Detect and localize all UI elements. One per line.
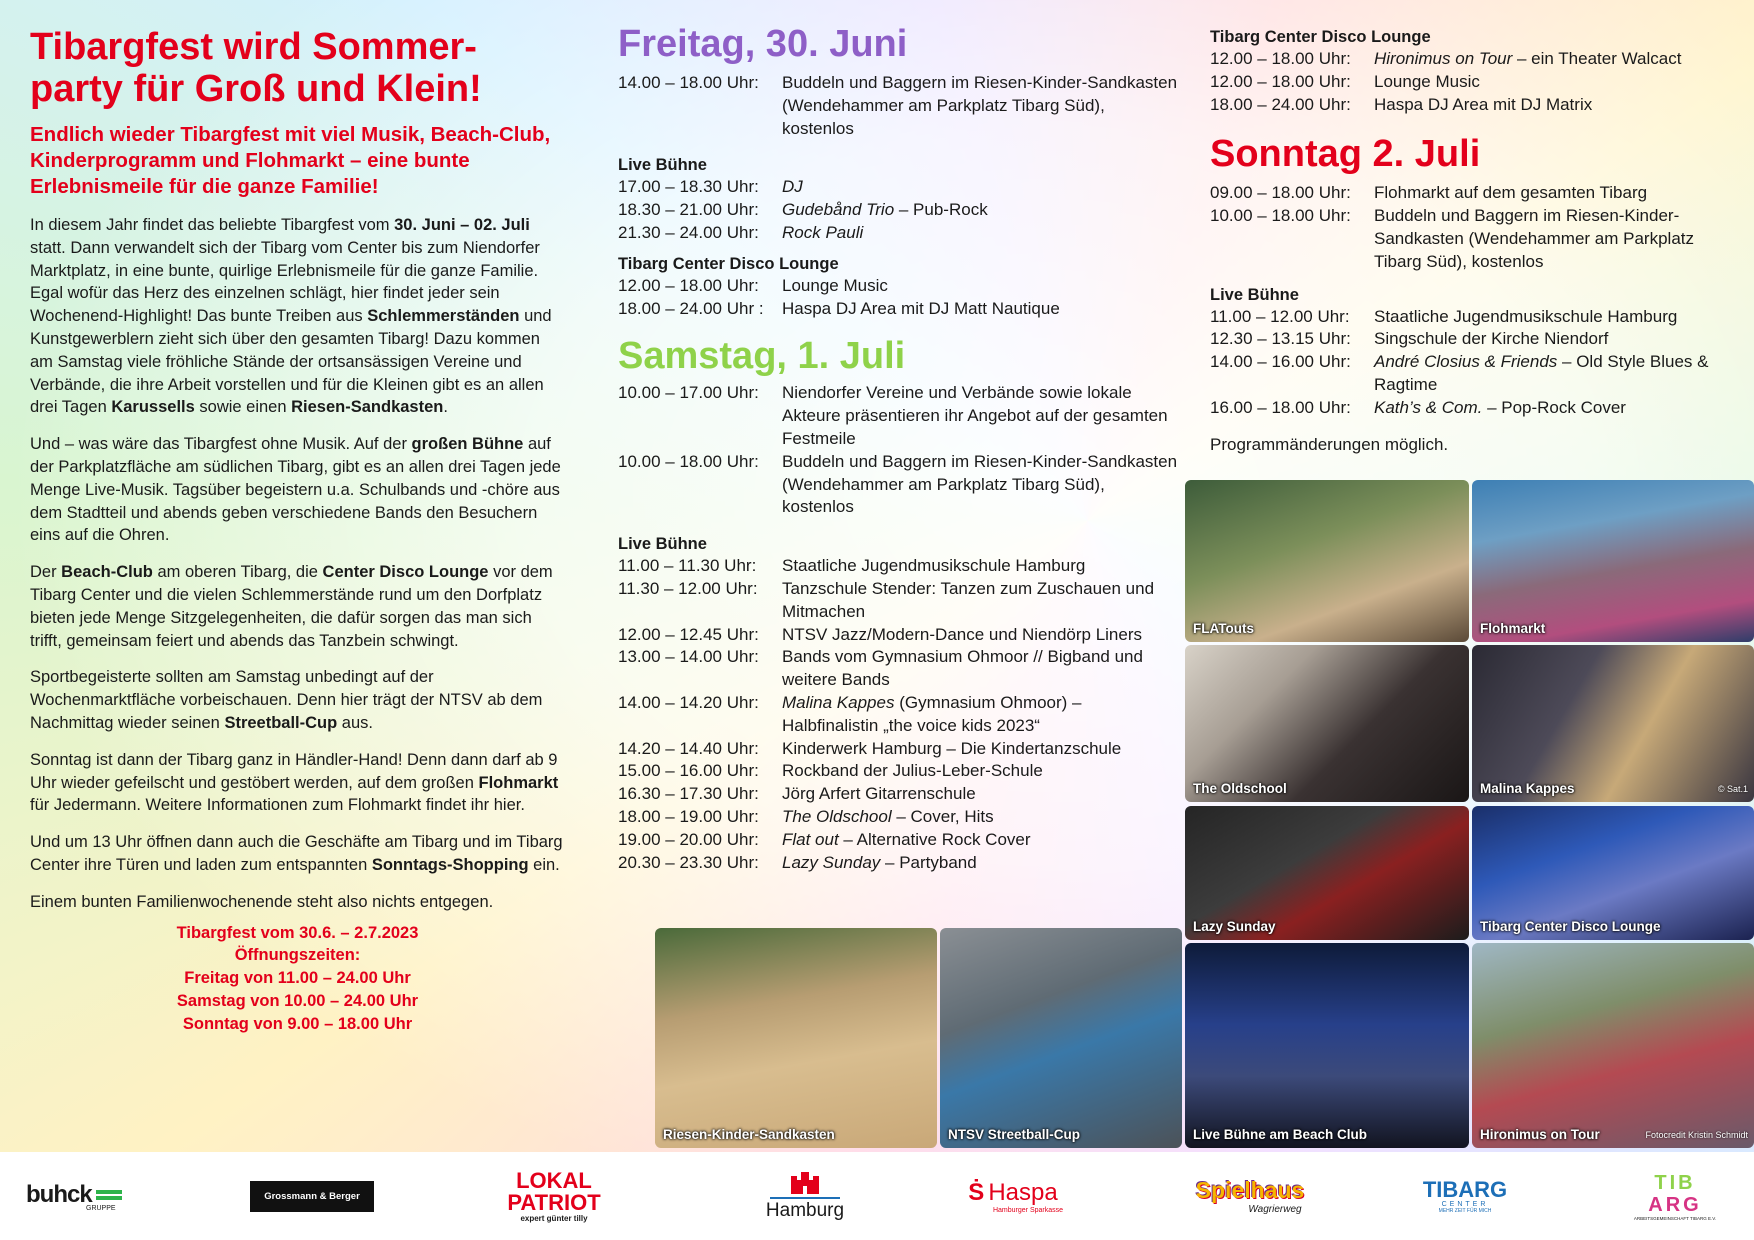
paragraph-text: Sportbegeisterte sollten am Samstag unbedingt auf der Wochenmarktfläche vorbeischauen. Denn hier trägt der NTSV ab dem Nachmittag wieder seinen xyxy=(30,668,543,732)
photo-flohmarkt xyxy=(1472,480,1754,642)
event-text: Lounge Music xyxy=(1374,71,1480,91)
friday-lounge-title: Tibarg Center Disco Lounge xyxy=(618,254,839,273)
friday-section xyxy=(618,22,1178,320)
photo-malina-kappes xyxy=(1472,645,1754,802)
logo-tibarg-sub1: CENTER xyxy=(1441,1200,1489,1208)
schedule-event xyxy=(782,829,1178,852)
schedule-row xyxy=(618,298,1178,321)
opening-hours-saturday: Samstag von 10.00 – 24.00 Uhr xyxy=(176,991,419,1010)
schedule-row xyxy=(618,624,1178,647)
schedule-row xyxy=(1210,94,1740,117)
schedule-time: 10.00 – 17.00 Uhr: xyxy=(618,383,759,403)
page-headline xyxy=(30,26,565,110)
schedule-row xyxy=(1210,48,1740,71)
event-text: Jörg Arfert Gitarrenschule xyxy=(782,784,976,804)
shopping-paragraph xyxy=(30,831,565,877)
schedule-row xyxy=(618,199,1178,222)
highlight-text: großen Bühne xyxy=(411,435,524,454)
event-text: Rockband der Julius-Leber-Schule xyxy=(782,761,1043,781)
schedule-row xyxy=(1210,328,1740,351)
paragraph-text: ein. xyxy=(528,855,560,874)
highlight-text: Beach-Club xyxy=(61,563,153,582)
caption-flohmarkt: Flohmarkt xyxy=(1480,621,1546,636)
saturday-title: Samstag, 1. Juli xyxy=(618,335,906,378)
event-text: Bands vom Gymnasium Ohmoor // Bigband und weitere Bands xyxy=(782,647,1143,690)
event-text: Buddeln und Baggern im Riesen-Kinder-Sandkasten (Wendehammer am Parkplatz Tibarg Süd), kostenlos xyxy=(1374,206,1695,271)
schedule-row xyxy=(618,692,1178,738)
performer-name: Kath’s & Com. xyxy=(1374,397,1483,417)
credit-hironimus: Fotocredit Kristin Schmidt xyxy=(1645,1130,1748,1140)
schedule-event xyxy=(782,692,1178,738)
photo-disco-lounge xyxy=(1472,806,1754,940)
schedule-row xyxy=(618,738,1178,761)
saturday-stage-schedule xyxy=(618,555,1178,874)
schedule-event xyxy=(782,451,1178,519)
highlight-text: Streetball-Cup xyxy=(224,713,338,732)
schedule-event xyxy=(782,382,1178,450)
sponsor-bar xyxy=(0,1152,1754,1240)
photo-lazy-sunday xyxy=(1185,806,1469,940)
highlight-text: 30. Juni – 02. Juli xyxy=(394,216,530,234)
caption-malina-kappes: Malina Kappes xyxy=(1480,781,1575,796)
opening-hours-box xyxy=(30,922,565,1036)
caption-hironimus: Hironimus on Tour xyxy=(1480,1127,1600,1142)
saturday-stage-title: Live Bühne xyxy=(618,535,707,554)
highlight-text: Center Disco Lounge xyxy=(322,563,489,582)
performer-name: Rock Pauli xyxy=(782,222,864,242)
schedule-time: 11.30 – 12.00 Uhr: xyxy=(618,578,758,598)
schedule-event xyxy=(782,555,1178,578)
friday-stage-schedule xyxy=(618,176,1178,244)
schedule-event xyxy=(1374,306,1740,329)
logo-tibag-sub: ARBEITSGEMEINSCHAFT TIBARG E.V. xyxy=(1633,1215,1717,1221)
schedule-row xyxy=(618,852,1178,875)
paragraph-text: am oberen Tibarg, die xyxy=(152,563,323,582)
performer-name: Malina Kappes xyxy=(782,692,895,712)
schedule-event xyxy=(1374,205,1740,273)
paragraph-text: Der xyxy=(30,563,62,582)
schedule-row xyxy=(618,555,1178,578)
schedule-time: 14.20 – 14.40 Uhr: xyxy=(618,738,759,758)
performer-name: The Oldschool xyxy=(782,806,892,826)
intro-column xyxy=(30,0,565,1036)
caption-sandkasten: Riesen-Kinder-Sandkasten xyxy=(663,1127,835,1142)
schedule-event xyxy=(1374,351,1740,397)
schedule-event xyxy=(782,176,1178,199)
photo-flatouts xyxy=(1185,480,1469,642)
schedule-event xyxy=(1374,182,1740,205)
friday-stage-title: Live Bühne xyxy=(618,156,707,175)
schedule-time: 11.00 – 11.30 Uhr: xyxy=(618,556,757,576)
beach-club-paragraph xyxy=(30,561,565,652)
highlight-text: Karussells xyxy=(111,398,195,417)
schedule-row xyxy=(618,451,1178,519)
event-text: Niendorfer Vereine und Verbände sowie lokale Akteure präsentieren ihr Angebot auf der gesamten Festmeile xyxy=(782,383,1168,448)
logo-spielhaus-text: Spielhaus xyxy=(1195,1177,1305,1203)
closing-paragraph xyxy=(30,891,565,914)
friday-title: Freitag, 30. Juni xyxy=(618,23,908,65)
logo-lokal-patriot xyxy=(486,1166,622,1226)
logo-tibarg-text: TIBARG xyxy=(1422,1176,1508,1202)
opening-hours-sunday: Sonntag von 9.00 – 18.00 Uhr xyxy=(182,1014,413,1033)
opening-hours-friday: Freitag von 11.00 – 24.00 Uhr xyxy=(184,969,411,988)
schedule-event xyxy=(782,646,1178,692)
saturday-lounge-title: Tibarg Center Disco Lounge xyxy=(1210,28,1431,46)
schedule-row xyxy=(1210,71,1740,94)
schedule-event xyxy=(782,783,1178,806)
hamburg-castle-icon xyxy=(785,1170,825,1196)
flohmarkt-paragraph xyxy=(30,749,565,817)
schedule-event xyxy=(782,222,1178,245)
caption-beach-club: Live Bühne am Beach Club xyxy=(1193,1127,1368,1142)
highlight-text: Flohmarkt xyxy=(478,773,559,792)
schedule-time: 17.00 – 18.30 Uhr: xyxy=(618,177,759,197)
event-text: (Gymnasium Ohmoor) – Halbfinalistin „the voice kids 2023“ xyxy=(782,692,1082,735)
opening-hours-label: Öffnungszeiten: xyxy=(234,946,361,965)
intro-paragraph xyxy=(30,214,565,419)
schedule-column-middle xyxy=(618,0,1178,874)
schedule-time: 12.00 – 12.45 Uhr: xyxy=(618,624,759,644)
logo-tibarg-ag xyxy=(1630,1166,1720,1226)
schedule-time: 09.00 – 18.00 Uhr: xyxy=(1210,183,1351,203)
schedule-time: 13.00 – 14.00 Uhr: xyxy=(618,647,759,667)
schedule-row xyxy=(618,646,1178,692)
event-text: Flohmarkt auf dem gesamten Tibarg xyxy=(1374,183,1648,203)
logo-haspa-text: Haspa xyxy=(988,1178,1058,1206)
logo-hamburg xyxy=(750,1166,860,1226)
schedule-event xyxy=(1374,94,1740,117)
schedule-event xyxy=(782,738,1178,761)
paragraph-text: aus. xyxy=(337,713,373,732)
schedule-row xyxy=(1210,182,1740,205)
schedule-event xyxy=(782,624,1178,647)
logo-buhck-sub: GRUPPE xyxy=(86,1204,116,1212)
logo-grossmann-text: Grossmann & Berger xyxy=(250,1181,374,1212)
schedule-column-right xyxy=(1210,0,1740,456)
photo-sandkasten xyxy=(655,928,937,1148)
friday-main-schedule xyxy=(618,72,1178,140)
performer-name: DJ xyxy=(782,177,803,197)
sunday-main-schedule xyxy=(1210,182,1740,273)
logo-patriot-text: PATRIOT xyxy=(507,1189,601,1215)
logo-buhck-text: buhck xyxy=(26,1180,92,1208)
photo-hironimus xyxy=(1472,943,1754,1148)
saturday-main-schedule xyxy=(618,382,1178,519)
event-text: Haspa DJ Area mit DJ Matrix xyxy=(1374,94,1593,114)
event-text: – Alternative Rock Cover xyxy=(838,829,1031,849)
caption-flatouts: FLATouts xyxy=(1193,621,1254,636)
sunday-stage-schedule xyxy=(1210,306,1740,420)
sunday-title: Sonntag 2. Juli xyxy=(1210,133,1481,176)
schedule-row xyxy=(618,222,1178,245)
logo-tibag-line2: ARG xyxy=(1648,1193,1702,1216)
logo-lokal-sub: expert günter tilly xyxy=(520,1213,588,1223)
paragraph-text: . xyxy=(443,398,448,417)
schedule-event xyxy=(782,199,1178,222)
music-paragraph xyxy=(30,433,565,547)
sunday-stage-title: Live Bühne xyxy=(1210,285,1299,304)
caption-lazy-sunday: Lazy Sunday xyxy=(1193,919,1276,934)
schedule-time: 19.00 – 20.00 Uhr: xyxy=(618,829,759,849)
caption-disco-lounge: Tibarg Center Disco Lounge xyxy=(1480,919,1661,934)
paragraph-text: sowie einen xyxy=(194,398,292,417)
schedule-event xyxy=(782,275,1178,298)
event-text: Singschule der Kirche Niendorf xyxy=(1374,329,1609,349)
photo-beach-club xyxy=(1185,943,1469,1148)
event-text: Buddeln und Baggern im Riesen-Kinder-Sandkasten (Wendehammer am Parkplatz Tibarg Süd), kostenlos xyxy=(782,451,1178,517)
logo-buhck xyxy=(26,1166,146,1226)
saturday-lounge-schedule xyxy=(1210,48,1740,116)
saturday-section xyxy=(618,334,1178,874)
logo-tibag-line1: TIB xyxy=(1654,1171,1696,1194)
event-text: Lounge Music xyxy=(782,275,888,295)
performer-name: Lazy Sunday xyxy=(782,852,881,872)
schedule-time: 14.00 – 18.00 Uhr: xyxy=(618,73,759,92)
paragraph-text: und Kunstgewerblern zieht sich über den gesamten Tibarg! Dazu kommen am Samstag viele fröhliche Stände der ortsansässigen Vereine und Verbände, die ihre Arbeit vorstellen und für die Kleinen gibt es an allen drei Tagen xyxy=(30,307,552,417)
event-text: Staatliche Jugendmusikschule Hamburg xyxy=(1374,306,1678,326)
schedule-time: 12.00 – 18.00 Uhr: xyxy=(1210,49,1351,68)
credit-malina-kappes: © Sat.1 xyxy=(1717,784,1748,794)
schedule-row xyxy=(618,72,1178,140)
schedule-row xyxy=(618,275,1178,298)
logo-spielhaus-sub: Wagrierweg xyxy=(1248,1204,1302,1215)
performer-name: Hironimus on Tour xyxy=(1374,49,1513,68)
logo-tibarg-center xyxy=(1420,1166,1510,1226)
headline-line-1: Tibargfest wird Sommer- xyxy=(30,26,477,68)
paragraph-text: Und – was wäre das Tibargfest ohne Musik. Auf der xyxy=(30,435,412,454)
logo-lokal-text: LOKAL xyxy=(516,1167,592,1193)
schedule-event xyxy=(782,298,1178,321)
schedule-time: 18.00 – 19.00 Uhr: xyxy=(618,806,759,826)
event-text: – Pub-Rock xyxy=(894,200,988,220)
schedule-row xyxy=(1210,351,1740,397)
paragraph-text: In diesem Jahr findet das beliebte Tibargfest vom xyxy=(30,216,395,234)
paragraph-text: Und um 13 Uhr öffnen dann auch die Geschäfte am Tibarg und im Tibarg Center ihre Türen und laden zum entspannten xyxy=(30,833,563,874)
event-text: Haspa DJ Area mit DJ Matt Nautique xyxy=(782,298,1060,318)
paragraph-text: statt. Dann verwandelt sich der Tibarg vom Center bis zum Niendorfer Marktplatz, in eine bunte, quirlige Erlebnismeile für die ganze Familie. Egal wofür das Herz des einzelnen schlägt, hier findet jeder sein Wochenend-Highlight! Das bunte Treiben aus xyxy=(30,238,540,326)
schedule-time: 12.00 – 18.00 Uhr: xyxy=(1210,71,1351,91)
schedule-row xyxy=(618,578,1178,624)
schedule-event xyxy=(1374,48,1740,71)
event-text: Kinderwerk Hamburg – Die Kindertanzschule xyxy=(782,738,1122,758)
schedule-row xyxy=(1210,306,1740,329)
logo-grossmann-berger xyxy=(250,1166,374,1226)
schedule-event xyxy=(782,760,1178,783)
schedule-row xyxy=(618,176,1178,199)
logo-spielhaus xyxy=(1180,1166,1320,1226)
schedule-row xyxy=(618,760,1178,783)
event-text: Tanzschule Stender: Tanzen zum Zuschauen und Mitmachen xyxy=(782,578,1155,621)
schedule-time: 10.00 – 18.00 Uhr: xyxy=(618,451,759,471)
intro-subheadline: Endlich wieder Tibargfest mit viel Musik, Beach-Club, Kinderprogramm und Flohmarkt – eine bunte Erlebnismeile für die ganze Familie! xyxy=(30,123,551,198)
schedule-time: 20.30 – 23.30 Uhr: xyxy=(618,852,759,872)
schedule-time: 16.00 – 18.00 Uhr: xyxy=(1210,397,1351,417)
highlight-text: Sonntags-Shopping xyxy=(371,855,529,874)
event-text: – Pop-Rock Cover xyxy=(1482,397,1626,417)
logo-tibarg-sub2: MEHR ZEIT FÜR MICH xyxy=(1438,1207,1492,1214)
event-text: – Partyband xyxy=(880,852,977,872)
schedule-event xyxy=(782,578,1178,624)
festival-dates: Tibargfest vom 30.6. – 2.7.2023 xyxy=(176,923,419,942)
schedule-time: 21.30 – 24.00 Uhr: xyxy=(618,222,759,242)
schedule-event xyxy=(1374,397,1740,420)
schedule-row xyxy=(1210,205,1740,273)
logo-buhck-stripes xyxy=(96,1188,122,1202)
schedule-time: 16.30 – 17.30 Uhr: xyxy=(618,784,759,804)
logo-hamburg-text: Hamburg xyxy=(765,1200,845,1221)
logo-haspa-sub: Hamburger Sparkasse xyxy=(992,1206,1064,1214)
event-text: – Old Style Blues & Ragtime xyxy=(1374,352,1709,394)
paragraph-text: für Jedermann. Weitere Informationen zum Flohmarkt findet ihr hier. xyxy=(30,796,525,815)
schedule-event xyxy=(782,852,1178,875)
logo-haspa xyxy=(958,1166,1068,1226)
performer-name: Flat out xyxy=(782,829,839,849)
caption-streetball: NTSV Streetball-Cup xyxy=(948,1127,1081,1142)
schedule-time: 10.00 – 18.00 Uhr: xyxy=(1210,206,1351,226)
schedule-event xyxy=(1374,328,1740,351)
caption-the-oldschool: The Oldschool xyxy=(1193,781,1287,796)
highlight-text: Schlemmerständen xyxy=(367,307,520,326)
paragraph-text: Einem bunten Familienwochenende steht also nichts entgegen. xyxy=(30,892,494,911)
schedule-row xyxy=(618,829,1178,852)
event-text: Buddeln und Baggern im Riesen-Kinder-Sandkasten (Wendehammer am Parkplatz Tibarg Süd), kostenlos xyxy=(782,73,1178,138)
paragraph-text: vor dem Tibarg Center und die vielen Schlemmerstände rund um den Dorfplatz bieten jede Menge Sitzgelegenheiten, die dafür sorgen das man sich trifft, gemeinsam feiert und abends das Tanzbein schwingt. xyxy=(30,563,553,650)
program-changes-note: Programmänderungen möglich. xyxy=(1210,434,1449,454)
schedule-time: 12.00 – 18.00 Uhr: xyxy=(618,275,759,295)
friday-lounge-schedule xyxy=(618,275,1178,321)
schedule-row xyxy=(618,382,1178,450)
photo-the-oldschool xyxy=(1185,645,1469,802)
sparkasse-icon: Ṡ xyxy=(968,1178,985,1206)
schedule-time: 18.00 – 24.00 Uhr : xyxy=(618,298,764,318)
schedule-row xyxy=(618,783,1178,806)
performer-name: Gudebånd Trio xyxy=(782,200,895,220)
event-text: NTSV Jazz/Modern-Dance und Niendörp Liners xyxy=(782,624,1143,644)
schedule-time: 14.00 – 16.00 Uhr: xyxy=(1210,352,1351,372)
paragraph-text: Sonntag ist dann der Tibarg ganz in Händler-Hand! Denn dann darf ab 9 Uhr wieder gefeilscht und gestöbert werden, auf dem großen xyxy=(30,750,558,792)
schedule-time: 14.00 – 14.20 Uhr: xyxy=(618,692,759,712)
schedule-row xyxy=(618,806,1178,829)
event-text: – Cover, Hits xyxy=(891,806,994,826)
schedule-time: 11.00 – 12.00 Uhr: xyxy=(1210,306,1350,326)
schedule-time: 15.00 – 16.00 Uhr: xyxy=(618,761,759,781)
schedule-time: 18.00 – 24.00 Uhr: xyxy=(1210,94,1351,114)
schedule-time: 12.30 – 13.15 Uhr: xyxy=(1210,329,1351,349)
schedule-event xyxy=(782,72,1178,140)
schedule-event xyxy=(1374,71,1740,94)
schedule-row xyxy=(1210,397,1740,420)
performer-name: André Closius & Friends xyxy=(1374,352,1558,372)
event-text: Staatliche Jugendmusikschule Hamburg xyxy=(782,556,1086,576)
streetball-paragraph xyxy=(30,666,565,734)
schedule-event xyxy=(782,806,1178,829)
headline-line-2: party für Groß und Klein! xyxy=(30,68,482,110)
highlight-text: Riesen-Sandkasten xyxy=(291,398,444,417)
schedule-time: 18.30 – 21.00 Uhr: xyxy=(618,200,759,220)
paragraph-text: auf der Parkplatzfläche am südlichen Tibarg, gibt es an allen drei Tagen jede Menge Live-Musik. Tagsüber begeistern u.a. Schulbands und -chöre aus dem Stadtteil und abends geben verschiedene Bands den Besuchern eins auf die Ohren. xyxy=(30,435,561,545)
photo-streetball xyxy=(940,928,1182,1148)
event-text: – ein Theater Walcact xyxy=(1512,49,1682,68)
